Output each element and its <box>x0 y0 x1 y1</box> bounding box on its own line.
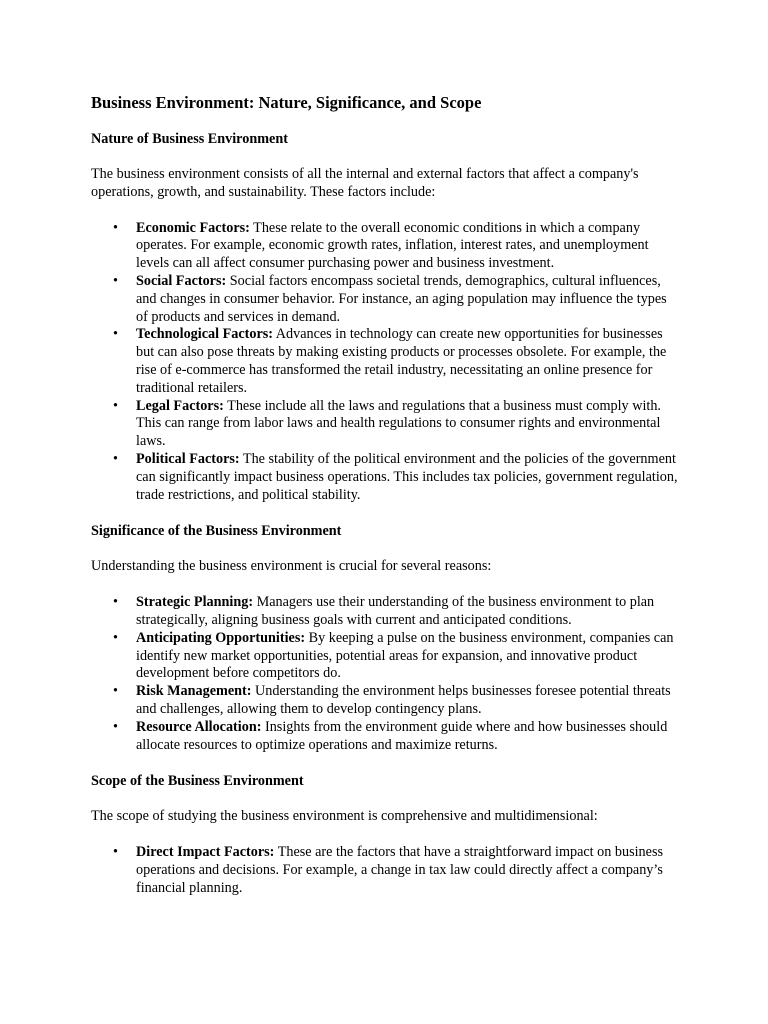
bullet-icon: • <box>113 844 118 861</box>
list-item-technological-factors <box>91 326 681 397</box>
bullet-icon: • <box>113 594 118 611</box>
list-item-text: The stability of the political environment and the policies of the government can significantly impact business operations. This includes tax policies, government regulation, trade restrictions, and political stability. <box>136 450 678 503</box>
list-item-term: Political Factors: <box>136 450 240 467</box>
list-item-political-factors <box>91 451 681 504</box>
section-heading-scope: Scope of the Business Environment <box>91 773 304 790</box>
bullet-icon: • <box>113 683 118 700</box>
list-item-term: Anticipating Opportunities: <box>136 629 306 646</box>
bullet-icon: • <box>113 397 118 414</box>
scope-intro-paragraph: The scope of studying the business environment is comprehensive and multidimensional: <box>91 808 598 825</box>
list-item-economic-factors <box>91 220 681 273</box>
bullet-icon: • <box>113 219 118 236</box>
list-item-social-factors <box>91 273 681 326</box>
list-item-anticipating-opportunities <box>91 630 681 683</box>
list-item-text: Insights from the environment guide where and how businesses should allocate resources to optimize operations and maximize returns. <box>136 718 668 753</box>
document-page <box>91 93 681 898</box>
list-item-text: Understanding the environment helps businesses foresee potential threats and challenges, allowing them to develop contingency plans. <box>136 683 671 717</box>
nature-factors-list <box>91 220 681 505</box>
list-item-text: These relate to the overall economic conditions in which a company operates. For example, economic growth rates, inflation, interest rates, and unemployment levels can all affect consumer purchasing power and business investment. <box>136 219 649 272</box>
bullet-icon: • <box>113 450 118 467</box>
list-item-text: Managers use their understanding of the business environment to plan strategically, aligning business goals with current and anticipated conditions. <box>136 594 655 628</box>
document-title: Business Environment: Nature, Significance, and Scope <box>91 93 482 112</box>
list-item-text: By keeping a pulse on the business environment, companies can identify new market opportunities, potential areas for expansion, and innovative product development before competitors do. <box>136 629 674 682</box>
list-item-term: Technological Factors: <box>136 326 273 343</box>
list-item-text: Social factors encompass societal trends, demographics, cultural influences, and changes in consumer behavior. For instance, an aging population may influence the types of products and services in demand. <box>136 272 667 325</box>
bullet-icon: • <box>113 629 118 646</box>
list-item-term: Legal Factors: <box>136 397 224 414</box>
nature-intro-paragraph: The business environment consists of all the internal and external factors that affect a company's operations, growth, and sustainability. These factors include: <box>91 166 639 200</box>
significance-reasons-list <box>91 594 681 754</box>
list-item-text: These are the factors that have a straightforward impact on business operations and decisions. For example, a change in tax law could directly affect a company’s financial planning. <box>136 844 663 896</box>
list-item-term: Economic Factors: <box>136 219 250 236</box>
list-item-risk-management <box>91 683 681 719</box>
list-item-direct-impact-factors <box>91 844 681 897</box>
list-item-resource-allocation <box>91 719 681 755</box>
significance-intro-paragraph: Understanding the business environment is crucial for several reasons: <box>91 558 492 575</box>
list-item-strategic-planning <box>91 594 681 630</box>
list-item-text: These include all the laws and regulations that a business must comply with. This can range from labor laws and health regulations to consumer rights and environmental laws. <box>136 397 661 450</box>
bullet-icon: • <box>113 272 118 289</box>
bullet-icon: • <box>113 326 118 343</box>
section-heading-nature: Nature of Business Environment <box>91 131 288 147</box>
list-item-term: Direct Impact Factors: <box>136 844 275 861</box>
list-item-term: Resource Allocation: <box>136 718 262 735</box>
list-item-legal-factors <box>91 398 681 451</box>
list-item-term: Social Factors: <box>136 272 227 289</box>
scope-factors-list <box>91 844 681 897</box>
bullet-icon: • <box>113 718 118 735</box>
list-item-term: Risk Management: <box>136 683 252 700</box>
section-heading-significance: Significance of the Business Environment <box>91 523 342 540</box>
list-item-term: Strategic Planning: <box>136 594 254 611</box>
list-item-text: Advances in technology can create new opportunities for businesses but can also pose threats by making existing products or processes obsolete. For example, the rise of e-commerce has transformed the retail industry, necessitating an online presence for traditional retailers. <box>136 326 667 396</box>
